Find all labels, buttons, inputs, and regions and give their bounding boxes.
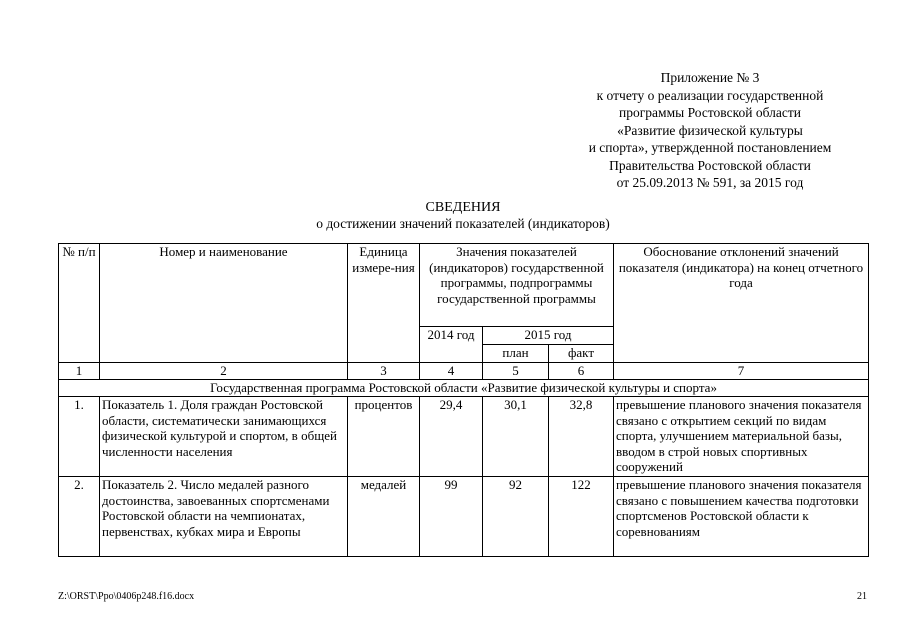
row-num: 1. [59,397,100,477]
appendix-line: «Развитие физической культуры [617,122,803,138]
footer-file-path: Z:\ORST\Ppo\0406p248.f16.docx [58,591,195,602]
appendix-line: и спорта», утвержденной постановлением [588,140,832,155]
table-row [59,477,869,557]
row-2014: 29,4 [420,397,483,477]
row-reason: превышение планового значения показателя связано с повышением качества подготовки спортсменов Ростовской области к соревнованиям [614,477,869,557]
row-fact: 122 [549,477,614,557]
header-reason: Обоснование отклонений значений показателя (индикатора) на конец отчетного года [614,244,869,363]
document-subtitle: о достижении значений показателей (индикаторов) [316,216,610,231]
row-fact: 32,8 [549,397,614,477]
row-plan: 30,1 [483,397,549,477]
row-name: Показатель 1. Доля граждан Ростовской области, систематически занимающихся физической культурой и спортом, в общей численности населения [100,397,348,477]
column-number: 5 [483,363,549,380]
header-unit: Единица измере-ния [348,244,420,363]
row-unit: медалей [348,477,420,557]
row-plan: 92 [483,477,549,557]
appendix-line: Приложение № 3 [660,70,760,85]
column-number: 2 [100,363,348,380]
header-2014: 2014 год [420,327,483,363]
document-title: СВЕДЕНИЯ [425,200,501,215]
appendix-line: к отчету о реализации государственной [596,87,824,103]
appendix-line: от 25.09.2013 № 591, за 2015 год [616,175,804,190]
header-2015: 2015 год [483,327,614,345]
column-number: 6 [549,363,614,380]
column-number: 3 [348,363,420,380]
header-plan: план [483,345,549,363]
indicators-table [58,243,869,557]
row-reason: превышение планового значения показателя связано с открытием секций по видам спорта, улучшением материальной базы, вводом в строй новых спортивных сооружений [614,397,869,477]
row-2014: 99 [420,477,483,557]
footer-page-number: 21 [857,591,867,602]
row-name: Показатель 2. Число медалей разного достоинства, завоеванных спортсменами Ростовской области на чемпионатах, первенствах, кубках мира и Европы [100,477,348,557]
row-unit: процентов [348,397,420,477]
appendix-header [560,69,860,192]
header-name: Номер и наименование [100,244,348,363]
section-title: Государственная программа Ростовской области «Развитие физической культуры и спорта» [59,380,869,397]
column-number: 7 [614,363,869,380]
row-num: 2. [59,477,100,557]
header-values: Значения показателей (индикаторов) государственной программы, подпрограммы государственной программы [420,244,614,327]
appendix-line: программы Ростовской области [619,105,801,120]
column-number: 4 [420,363,483,380]
appendix-line: Правительства Ростовской области [609,157,811,173]
table-row [59,397,869,477]
column-number: 1 [59,363,100,380]
header-fact: факт [549,345,614,363]
header-num: № п/п [59,244,100,363]
